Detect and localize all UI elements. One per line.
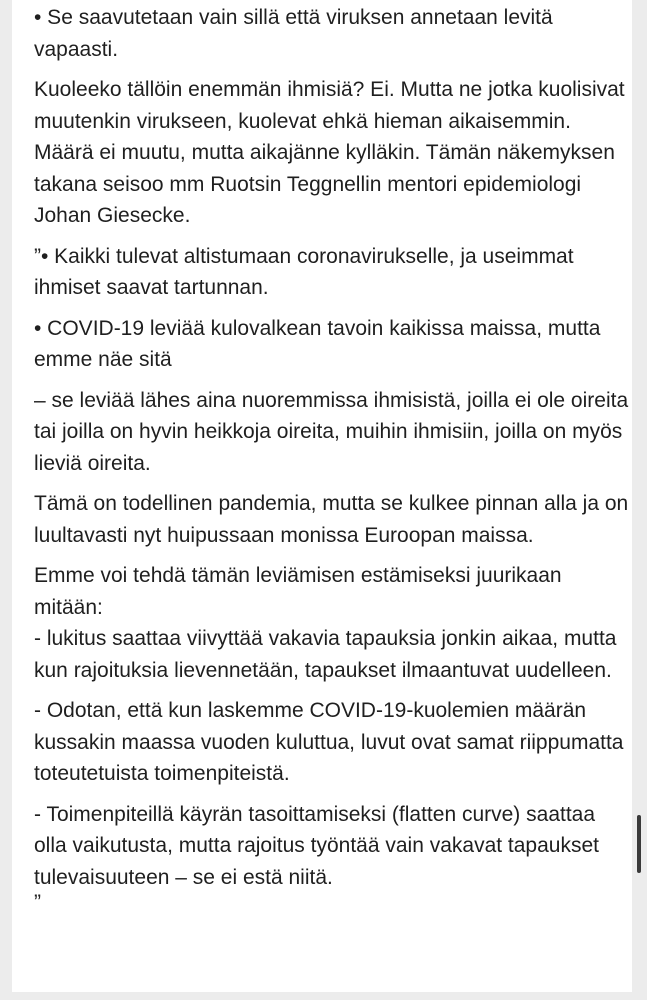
paragraph-5: – se leviää lähes aina nuoremmissa ihmisistä, joilla ei ole oireita tai joilla on hyvin heikkoja oireita, muihin ihmisiin, joilla on myös lieviä oireita. <box>34 388 629 475</box>
page-bottom-edge <box>0 992 647 1000</box>
scrollbar-thumb[interactable] <box>637 815 641 873</box>
paragraph-4: • COVID-19 leviää kulovalkean tavoin kaikissa maissa, mutta emme näe sitä <box>34 316 601 371</box>
paragraph-3: ”• Kaikki tulevat altistumaan coronavirukselle, ja useimmat ihmiset saavat tartunnan. <box>34 244 574 299</box>
paragraph-6: Tämä on todellinen pandemia, mutta se kulkee pinnan alla ja on luultavasti nyt huipussaan monissa Euroopan maissa. <box>34 492 629 547</box>
paragraph-8: - lukitus saattaa viivyttää vakavia tapauksia jonkin aikaa, mutta kun rajoituksia lievennetään, tapaukset ilmaantuvat uudelleen. <box>34 627 617 682</box>
paragraph-1: • Se saavutetaan vain sillä että viruksen annetaan levitä vapaasti. <box>34 6 553 61</box>
paragraph-2: Kuoleeko tällöin enemmän ihmisiä? Ei. Mutta ne jotka kuolisivat muutenkin virukseen, kuolevat ehkä hieman aikaisemmin. Määrä ei muutu, mutta aikajänne kylläkin. Tämän näkemyksen takana seisoo mm Ruotsin Teggnellin mentori epidemiologi Johan Giesecke. <box>34 78 625 227</box>
paragraph-9: - Odotan, että kun laskemme COVID-19-kuolemien määrän kussakin maassa vuoden kuluttua, luvut ovat samat riippumatta toteutetuista toimenpiteistä. <box>34 699 624 785</box>
post-text <box>34 2 630 913</box>
paragraph-10: - Toimenpiteillä käyrän tasoittamiseksi (flatten curve) saattaa olla vaikutusta, mutta rajoitus työntää vain vakavat tapaukset tulevaisuuteen – se ei estä niitä. <box>34 802 599 889</box>
closing-quote: ” <box>34 891 41 914</box>
paragraph-7: Emme voi tehdä tämän leviämisen estämiseksi juurikaan mitään: <box>34 564 562 619</box>
post-body-card <box>12 0 632 1000</box>
